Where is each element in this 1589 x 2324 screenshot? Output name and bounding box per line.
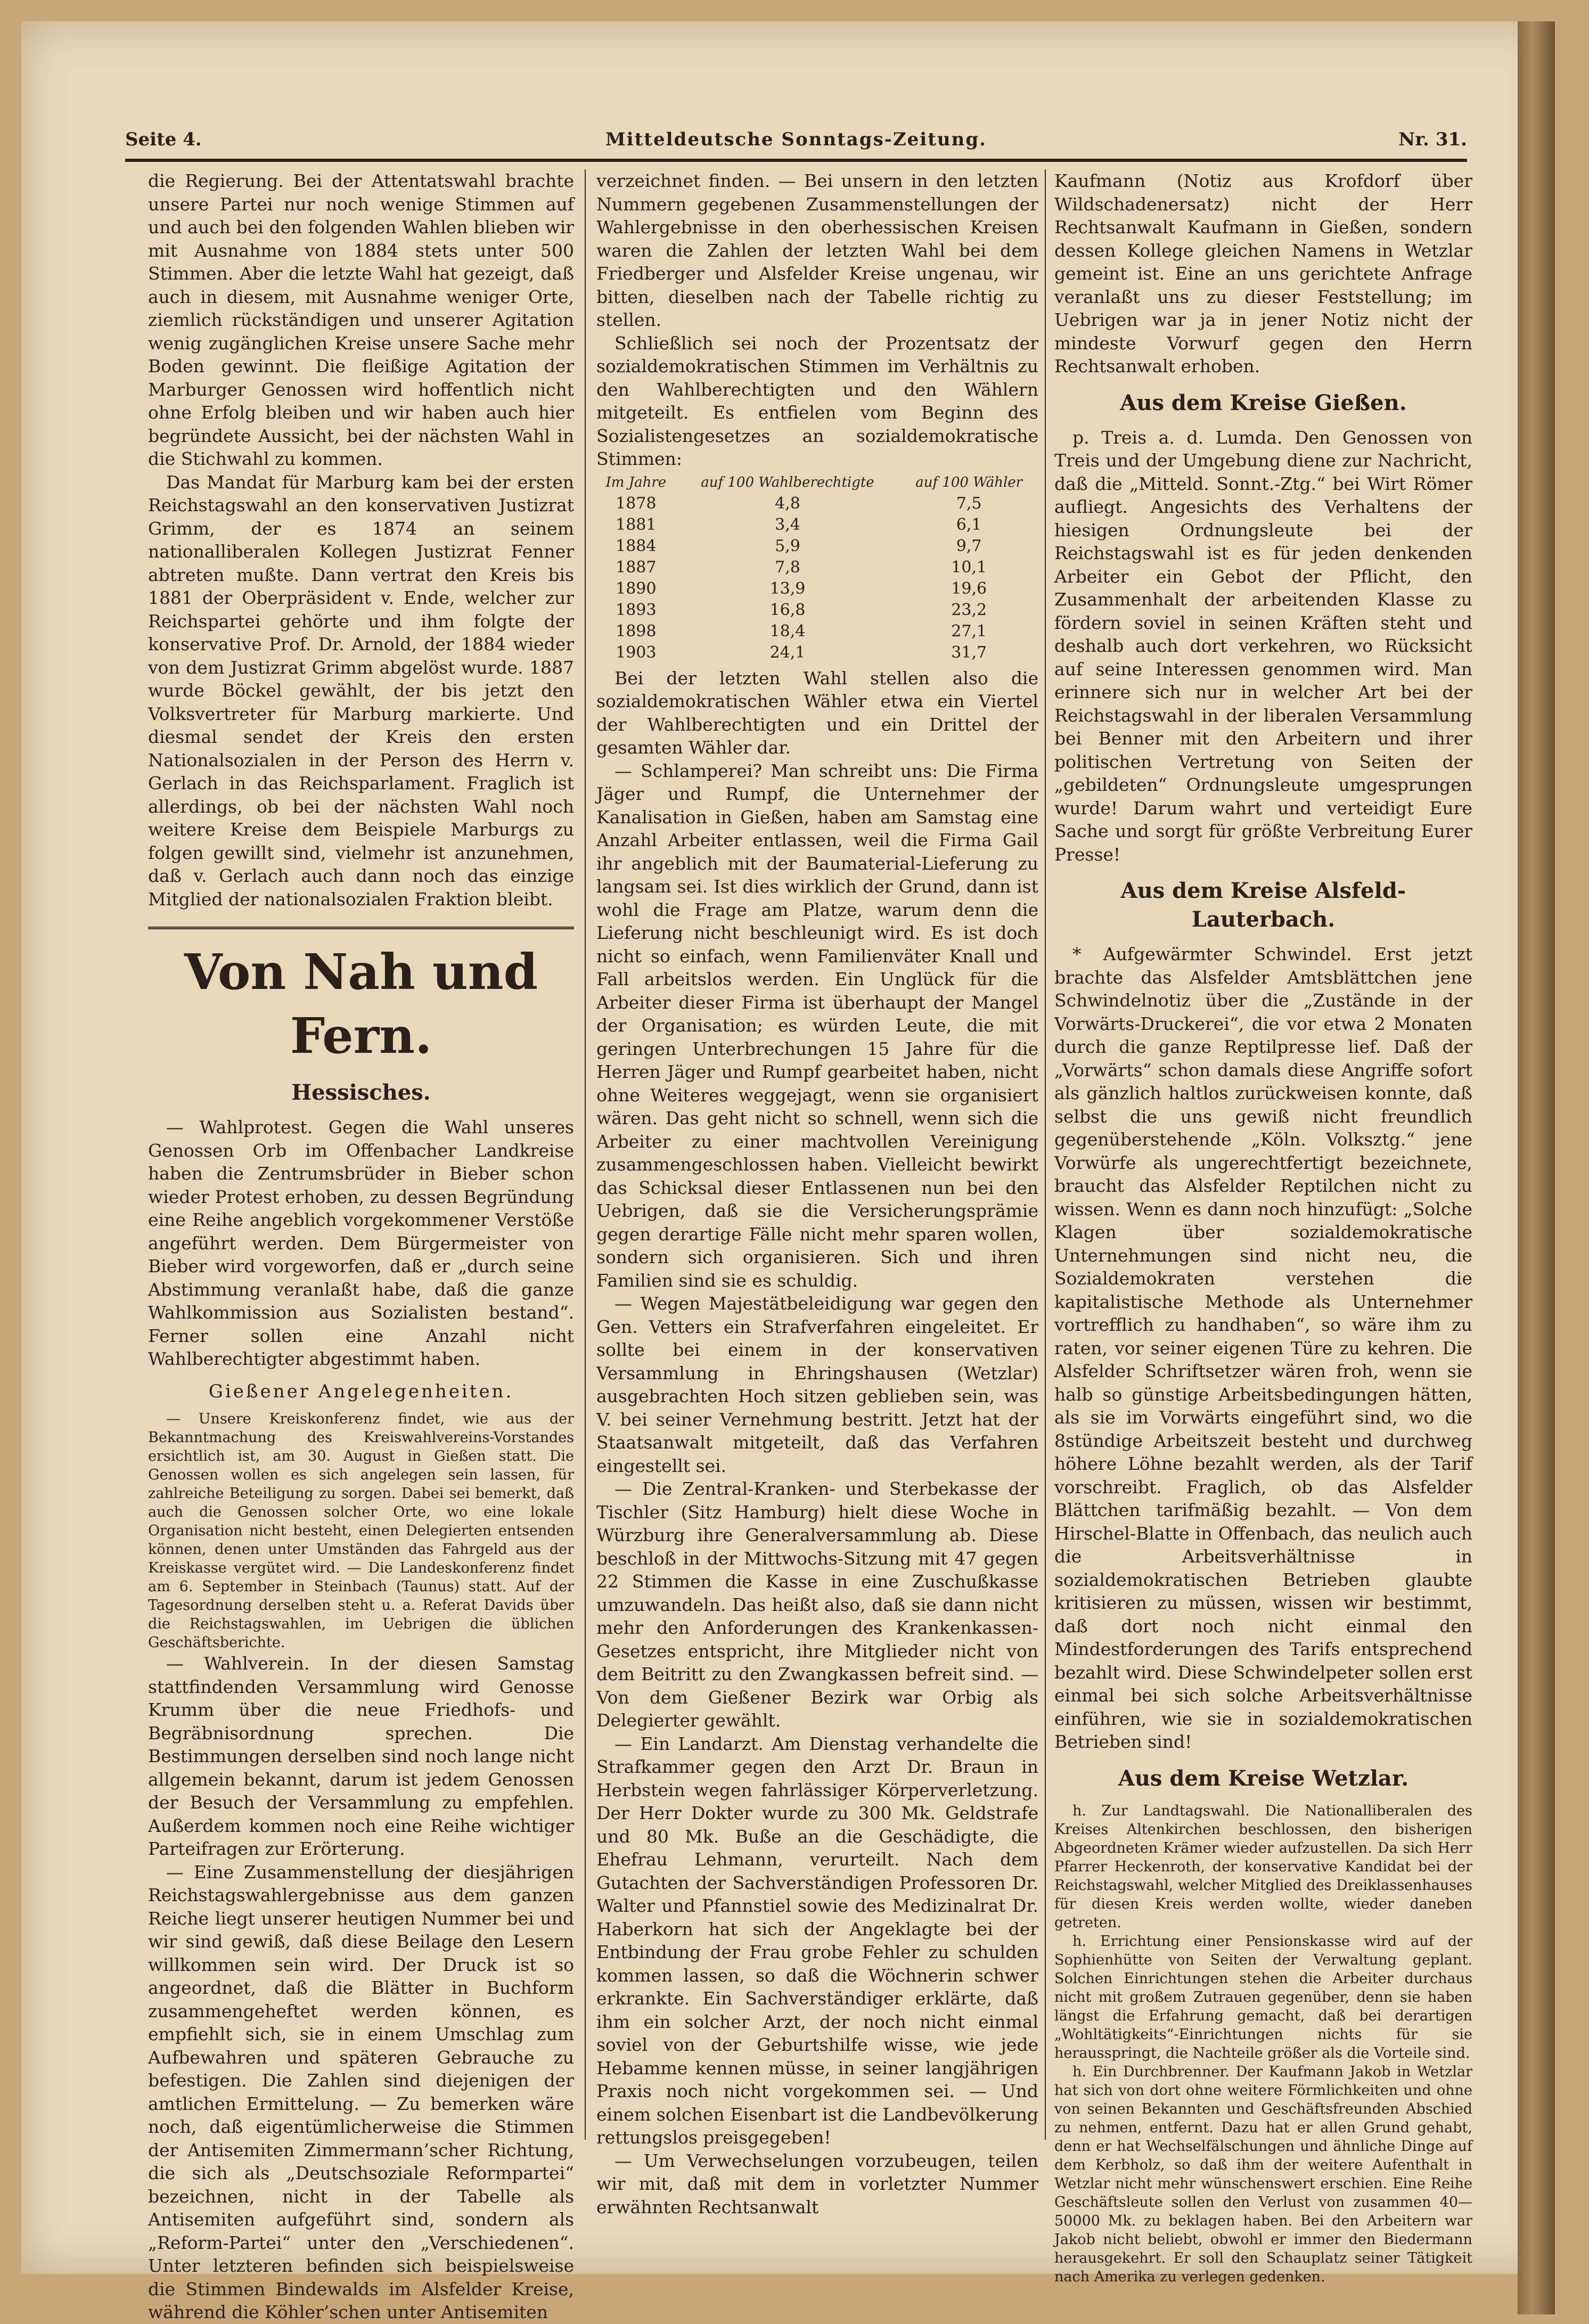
table-cell: 31,7 (951, 643, 987, 662)
article-paragraph: — Eine Zusammenstellung der diesjährigen Reichstagswahlergebnisse aus dem ganzen Reiche liegt unserer heutigen Nummer bei und wir sind gewiß, daß diese Beilage den Lesern willkommen sein wird. Der Druck ist so angeordnet, daß die Blätter in Buchform zusammengeheftet werden können, es empfiehlt sich, sie in einem Umschlag zum Aufbewahren und späteren Gebrauche zu befestigen. Die Zahlen sind diejenigen der amtlichen Ermittelung. — Zu bemerken wäre noch, daß eigentümlicherweise die Stimmen der Antisemiten Zimmermann’scher Richtung, die sich als „Deutschsoziale Reformpartei“ bezeichnen, nicht in der Tabelle als Antisemiten aufgeführt sind, sondern als „Reform-Partei“ unter den „Verschiedenen“. Unter letzteren befinden sich beispielsweise die Stimmen Bindewalds im Alsfelder Kreise, während die Köhler’schen unter Antisemiten (148, 1861, 574, 2322)
article-paragraph: Schließlich sei noch der Prozentsatz der sozialdemokratischen Stimmen im Verhältnis zu den Wahlberechtigten und den Wählern mitgeteilt. Es entfielen vom Beginn des Sozialistengesetzes an sozialdemokratische Stimmen: (596, 332, 1038, 469)
table-cell: 10,1 (951, 558, 987, 577)
column-1 (148, 169, 574, 2322)
article-paragraph: — Wahlverein. In der diesen Samstag stattfindenden Versammlung wird Genosse Krumm über die neue Friedhofs- und Begräbnisordnung sprechen. Die Bestimmungen derselben sind noch lange nicht allgemein bekannt, darum ist jedem Genossen der Besuch der Versammlung zu empfehlen. Außerdem kommen noch eine Reihe wichtiger Parteifragen zur Erörterung. (148, 1653, 574, 1859)
table-cell: 1881 (616, 515, 657, 534)
column-3 (1054, 169, 1472, 2285)
table-cell: 1890 (616, 579, 657, 598)
table-cell: 7,5 (956, 494, 982, 513)
table-cell: 24,1 (769, 643, 806, 662)
article-paragraph: — Schlamperei? Man schreibt uns: Die Firma Jäger und Rumpf, die Unternehmer der Kanalisation in Gießen, haben am Samstag eine Anzahl Arbeiter entlassen, weil die Firma Gail ihr angeblich mit der Baumaterial-Lieferung zu langsam sei. Ist dies wirklich der Grund, dann ist wohl die Frage am Platze, warum denn die Lieferung nicht beschleunigt wird. Es ist doch nicht so einfach, wenn Familienväter Knall und Fall arbeitslos werden. Ein Unglück für die Arbeiter dieser Firma ist überhaupt der Mangel der Organisation; es würden Leute, die mit geringen Unterbrechungen 15 Jahre für die Herren Jäger und Rumpf gearbeitet haben, nicht ohne Weiteres weggejagt, wenn sie organisiert wären. Das geht nicht so schnell, wenn sich die Arbeiter zu einer machtvollen Vereinigung zusammengeschlossen haben. Vielleicht bewirkt das Schicksal dieser Entlassenen nun bei den Uebrigen, daß sie die Versicherungsprämie gegen derartige Fälle nicht mehr sparen wollen, sondern sich organisieren. Sich und ihren Familien sind sie es schuldig. (596, 760, 1038, 1291)
table-row (596, 557, 1038, 578)
article-paragraph: — Um Verwechselungen vorzubeugen, teilen wir mit, daß mit dem in vorletzter Nummer erwähnten Rechtsanwalt (596, 2150, 1038, 2217)
section-heading: Hessisches. (291, 1080, 431, 1105)
table-cell: 27,1 (951, 621, 987, 641)
table-cell: 5,9 (775, 536, 800, 555)
issue-number: Nr. 31. (1398, 129, 1467, 150)
table-row (596, 621, 1038, 642)
article-paragraph: Kaufmann (Notiz aus Krofdorf über Wildschadenersatz) nicht der Herr Rechtsanwalt Kaufmann in Gießen, sondern dessen Kollege gleichen Namens in Wetzlar gemeint ist. Eine an uns gerichtete Anfrage veranlaßt uns zu dieser Feststellung; im Uebrigen war ja in jener Notiz nicht der mindeste Vorwurf gegen den Herrn Rechtsanwalt erhoben. (1054, 170, 1472, 377)
table-cell: 1887 (616, 558, 657, 577)
table-header: auf 100 Wahlberechtigte (701, 474, 874, 490)
table-cell: 9,7 (956, 536, 982, 555)
table-header: auf 100 Wähler (915, 474, 1023, 490)
section-heading: Aus dem Kreise Alsfeld-Lauterbach. (1120, 878, 1406, 932)
column-divider (585, 169, 586, 2140)
newspaper-title: Mitteldeutsche Sonntags-Zeitung. (605, 129, 987, 150)
article-paragraph: — Die Zentral-Kranken- und Sterbekasse der Tischler (Sitz Hamburg) hielt diese Woche in Würzburg ihre Generalversammlung ab. Diese beschloß in der Mittwochs-Sitzung mit 47 gegen 22 Stimmen die Kasse in eine Zuschußkasse umzuwandeln. Das heißt also, daß sie dann nicht mehr den Anforderungen des Krankenkassen-Gesetzes entspricht, ihre Mitglieder nicht von dem Beitritt zu den Zwangkassen befreit sind. — Von dem Gießener Bezirk war Orbig als Delegierter gewählt. (596, 1478, 1038, 1731)
article-paragraph: Bei der letzten Wahl stellen also die sozialdemokratischen Wähler etwa ein Viertel der Wahlberechtigten und ein Drittel der gesamten Wähler dar. (596, 667, 1038, 758)
header-rule (125, 159, 1467, 162)
table-cell: 1878 (616, 494, 657, 513)
table-cell: 4,8 (775, 494, 800, 513)
book-binding (1518, 21, 1555, 2314)
table-cell: 18,4 (769, 621, 806, 641)
table-row (596, 514, 1038, 536)
table-cell: 19,6 (951, 579, 987, 598)
column-divider (1045, 169, 1046, 2140)
table-header: Im Jahre (605, 474, 667, 490)
section-heading: Aus dem Kreise Wetzlar. (1118, 1765, 1409, 1791)
article-paragraph: — Wahlprotest. Gegen die Wahl unseres Genossen Orb im Offenbacher Landkreise haben die Zentrumsbrüder in Bieber schon wieder Protest erhoben, zu dessen Begründung eine Reihe angeblich vorgekommener Verstöße angeführt werden. Dem Bürgermeister von Bieber wird vorgeworfen, daß er „durch seine Abstimmung veranlaßt habe, daß die ganze Wahlkommission aus Sozialisten bestand“. Ferner sollen eine Anzahl nicht Wahlberechtigter abgestimmt haben. (148, 1117, 574, 1369)
table-cell: 1893 (616, 600, 657, 619)
statistics-table (596, 472, 1038, 664)
table-row (596, 578, 1038, 600)
table-cell: 1884 (616, 536, 657, 555)
table-cell: 1898 (616, 621, 657, 641)
table-cell: 7,8 (775, 558, 800, 577)
article-paragraph: h. Ein Durchbrenner. Der Kaufmann Jakob in Wetzlar hat sich von dort ohne weitere Förmlichkeiten und ohne von seinen Bekannten und Geschäftsfreunden Abschied zu nehmen, entfernt. Dazu hat er allen Grund gehabt, denn er hat Wechselfälschungen und ähnliche Dinge auf dem Kerbholz, so daß ihm der weitere Aufenthalt in Wetzlar nicht mehr wünschenswert erschien. Eine Reihe Geschäftsleute sollen den Verlust von zusammen 40—50000 Mk. zu beklagen haben. Bei den Arbeitern war Jakob nicht beliebt, obwohl er immer den Biedermann herausgekehrt. Er soll den Schauplatz seiner Tätigkeit nach Amerika zu verlegen gedenken. (1054, 2063, 1472, 2285)
table-cell: 3,4 (775, 515, 800, 534)
article-paragraph: — Unsere Kreiskonferenz findet, wie aus der Bekanntmachung des Kreiswahlvereins-Vorstandes ersichtlich ist, am 30. August in Gießen statt. Die Genossen wollen es sich angelegen sein lassen, für zahlreiche Beteiligung zu sorgen. Dabei sei bemerkt, daß auch die Genossen solcher Orte, wo eine lokale Organisation nicht besteht, einen Delegierten entsenden können, denen unter Umständen das Fahrgeld aus der Kreiskasse vergütet wird. — Die Landeskonferenz findet am 6. September in Steinbach (Taunus) statt. Auf der Tagesordnung derselben steht u. a. Referat Davids über die Reichstagswahlen, im Uebrigen die üblichen Geschäftsberichte. (148, 1411, 574, 1651)
page-header (125, 124, 1467, 156)
column-2 (596, 169, 1038, 2217)
table-cell: 23,2 (951, 600, 987, 619)
table-row (596, 642, 1038, 664)
table-row (596, 600, 1038, 621)
article-paragraph: Das Mandat für Marburg kam bei der ersten Reichstagswahl an den konservativen Justizrat Grimm, der es 1874 an seinem nationalliberalen Kollegen Justizrat Fenner abtreten mußte. Dann vertrat den Kreis bis 1881 der Oberpräsident v. Ende, welcher zur Reichspartei gehörte und ihm folgte der konservative Prof. Dr. Arnold, der 1884 wieder von dem Justizrat Grimm abgelöst wurde. 1887 wurde Böckel gewählt, der bis jetzt den Volksvertreter für Marburg markierte. Und diesmal sendet der Kreis den ersten Nationalsozialen in der Person des Herrn v. Gerlach in das Reichsparlament. Fraglich ist allerdings, ob bei der nächsten Wahl noch weitere Kreise dem Beispiele Marburgs zu folgen gewillt sind, vielmehr ist anzunehmen, daß v. Gerlach auch dann noch das einzige Mitglied der nationalsozialen Fraktion bleibt. (148, 471, 574, 910)
article-paragraph: die Regierung. Bei der Attentatswahl brachte unsere Partei nur noch wenige Stimmen auf und auch bei den folgenden Wahlen blieben wir mit Ausnahme von 1884 stets unter 500 Stimmen. Aber die letzte Wahl hat gezeigt, daß auch in diesem, mit Ausnahme weniger Orte, ziemlich rückständigen und unserer Agitation wenig zugänglichen Kreise unsere Sache mehr Boden gewinnt. Die fleißige Agitation der Marburger Genossen wird hoffentlich nicht ohne Erfolg bleiben und wir haben auch hier begründete Aussicht, bei der nächsten Wahl in die Stichwahl zu kommen. (148, 170, 574, 469)
article-paragraph: * Aufgewärmter Schwindel. Erst jetzt brachte das Alsfelder Amtsblättchen jene Schwindelnotiz über die „Zustände in der Vorwärts-Druckerei“, die vor etwa 2 Monaten durch die ganze Reptilpresse lief. Daß der „Vorwärts“ schon damals diese Angriffe sofort als gänzlich haltlos zurückweisen konnte, daß selbst die uns gewiß nicht freundlich gegenüberstehende „Köln. Volksztg.“ jene Vorwürfe als ungerechtfertigt bezeichnete, braucht das Alsfelder Reptilchen nicht zu wissen. Wenn es dann noch hinzufügt: „Solche Klagen über sozialdemokratische Unternehmungen sind nicht neu, die Sozialdemokraten verstehen die kapitalistische Methode als Unternehmer vortrefflich zu handhaben“, so wäre ihm zu raten, vor seiner eigenen Türe zu kehren. Die Alsfelder Schriftsetzer wären froh, wenn sie halb so günstige Arbeitsbedingungen hätten, als sie im Vorwärts eingeführt sind, wo die 8stündige Arbeitszeit besteht und durchweg höhere Löhne bezahlt werden, als der Tarif vorschreibt. Fraglich, ob das Alsfelder Blättchen tarifmäßig bezahlt. — Von dem Hirschel-Blatte in Offenbach, das neulich auch die Arbeitsverhältnisse in sozialdemokratischen Betrieben glaubte kritisieren zu müssen, wissen wir bestimmt, daß dort noch nicht einmal den Mindestforderungen des Tarifs entsprechend bezahlt wird. Diese Schwindelpeter sollen erst einmal bei sich solche Arbeitsverhältnisse einführen, wie sie in sozialdemokratischen Betrieben sind! (1054, 944, 1472, 1752)
article-paragraph: — Wegen Majestätbeleidigung war gegen den Gen. Vetters ein Strafverfahren eingeleitet. Er sollte bei einem in der konservativen Versammlung in Ehringshausen (Wetzlar) ausgebrachten Hoch sitzen geblieben sein, was V. bei seiner Vernehmung bestritt. Jetzt hat der Staatsanwalt mitgeteilt, daß das Verfahren eingestellt sei. (596, 1293, 1038, 1476)
table-row (596, 493, 1038, 514)
table-cell: 16,8 (769, 600, 806, 619)
table-header-row (596, 472, 1038, 493)
article-paragraph: verzeichnet finden. — Bei unsern in den letzten Nummern gegebenen Zusammenstellungen der Wahlergebnisse in den oberhessischen Kreisen waren die Zahlen der letzten Wahl bei dem Friedberger und Alsfelder Kreise ungenau, wir bitten, dieselben nach der Tabelle richtig zu stellen. (596, 170, 1038, 330)
table-cell: 1903 (616, 643, 657, 662)
article-paragraph: p. Treis a. d. Lumda. Den Genossen von Treis und der Umgebung diene zur Nachricht, daß die „Mitteld. Sonnt.-Ztg.“ bei Wirt Römer aufliegt. Angesichts des Verhaltens der hiesigen Ordnungsleute bei der Reichstagswahl ist es für jeden denkenden Arbeiter ein Gebot der Pflicht, den Zusammenhalt der arbeitenden Klasse zu fördern soviel in seinen Kräften steht und deshalb auch dort verkehren, wo Rücksicht auf seine Interessen genommen wird. Man erinnere sich nur in welcher Art bei der Reichstagswahl in der liberalen Versammlung bei Benner mit den Arbeitern und ihrer politischen Vertretung von Seiten der „gebildeten“ Ordnungsleute umgesprungen wurde! Darum wahrt und verteidigt Eure Sache und sorgt für größte Verbreitung Eurer Presse! (1054, 427, 1472, 865)
article-paragraph: h. Zur Landtagswahl. Die Nationalliberalen des Kreises Altenkirchen beschlossen, den bisherigen Abgeordneten Krämer wieder aufzustellen. Da sich Herr Pfarrer Heckenroth, der konservative Kandidat bei der Reichstagswahl, welcher Mitglied des Dreiklassenhauses für diesen Kreis werden wollte, wieder daneben getreten. (1054, 1802, 1472, 1931)
table-cell: 13,9 (769, 579, 806, 598)
article-paragraph: h. Errichtung einer Pensionskasse wird auf der Sophienhütte von Seiten der Verwaltung geplant. Solchen Einrichtungen stehen die Arbeiter durchaus nicht mit großem Zutrauen gegenüber, denn sie haben längst die Erfahrung gemacht, daß bei derartigen „Wohltätigkeits“-Einrichtungen nichts für sie herausspringt, die Nachteile größer als die Vorteile sind. (1054, 1933, 1472, 2061)
subsection-heading: Gießener Angelegenheiten. (208, 1380, 514, 1402)
section-heading: Aus dem Kreise Gießen. (1120, 390, 1407, 415)
table-cell: 6,1 (956, 515, 982, 534)
table-row (596, 536, 1038, 557)
section-title: Von Nah und Fern. (148, 927, 574, 1068)
article-paragraph: — Ein Landarzt. Am Dienstag verhandelte die Strafkammer gegen den Arzt Dr. Braun in Herbstein wegen fahrlässiger Körperverletzung. Der Herr Dokter wurde zu 300 Mk. Geldstrafe und 80 Mk. Buße an die Geschädigte, die Ehefrau Lehmann, verurteilt. Nach dem Gutachten der Sachverständigen Professoren Dr. Walter und Pfannstiel sowie des Medizinalrat Dr. Haberkorn hat sich der Angeklagte bei der Entbindung der Frau grobe Fehler zu schulden kommen lassen, so daß die Wöchnerin schwer erkrankte. Ein Sachverständiger erklärte, daß ihm ein solcher Arzt, der noch nicht einmal soviel von der Geburtshilfe wisse, wie jede Hebamme kennen müsse, in seiner langjährigen Praxis noch nicht vorgekommen sei. — Und einem solchen Eisenbart ist die Landbevölkerung rettungslos preisgegeben! (596, 1733, 1038, 2148)
page-number: Seite 4. (125, 129, 202, 150)
